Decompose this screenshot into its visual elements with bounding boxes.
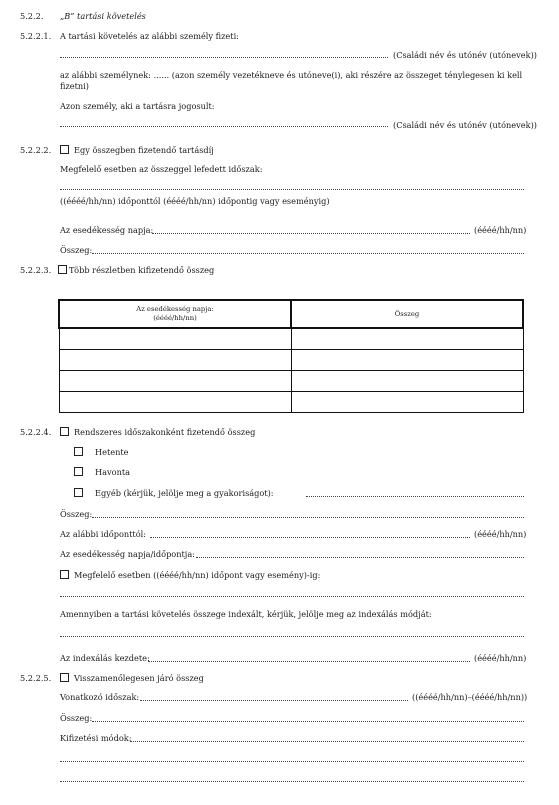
recipient-label-cont: fizetni) xyxy=(60,81,89,91)
until-field[interactable] xyxy=(60,596,524,597)
entitled-name-field[interactable] xyxy=(60,126,388,127)
retroactive-period-hint: ((éééé/hh/nn)–(éééé/hh/nn)) xyxy=(412,692,528,702)
until-label: Megfelelő esetben ((éééé/hh/nn) időpont vagy esemény)-ig: xyxy=(74,570,321,580)
other-frequency-label: Egyéb (kérjük, jelölje meg a gyakoriságot): xyxy=(95,488,274,498)
section-number: 5.2.2.2. xyxy=(20,145,52,155)
period-label: Megfelelő esetben az összeggel lefedett időszak: xyxy=(60,164,263,174)
monthly-checkbox[interactable] xyxy=(74,467,83,476)
payer-name-hint: (Családi név és utónév (utónevek)) xyxy=(393,50,537,60)
retroactive-label: Visszamenőlegesen járó összeg xyxy=(74,673,204,683)
period-field[interactable] xyxy=(60,189,524,190)
section-number: 5.2.2.4. xyxy=(20,427,52,437)
periodic-label: Rendszeres időszakonként fizetendő összeg xyxy=(74,427,256,437)
section-number: 5.2.2. xyxy=(20,11,44,21)
entitled-label: Azon személy, aki a tartásra jogosult: xyxy=(60,101,215,111)
table-row xyxy=(59,350,523,371)
amount-field[interactable] xyxy=(92,253,524,254)
payer-name-field[interactable] xyxy=(60,57,388,58)
from-date-label: Az alábbi időponttól: xyxy=(60,529,147,539)
lump-sum-checkbox[interactable] xyxy=(60,145,69,154)
amount-field[interactable] xyxy=(92,721,524,722)
recipient-label: az alábbi személynek: ...... (azon személy vezetékneve és utóneve(i), aki részére az összeget ténylegesen ki kell xyxy=(60,70,523,80)
section-number: 5.2.2.3. xyxy=(20,265,52,275)
indexation-start-label: Az indexálás kezdete: xyxy=(60,653,150,663)
table-cell[interactable] xyxy=(291,328,523,350)
amount-label: Összeg: xyxy=(60,713,93,723)
other-frequency-checkbox[interactable] xyxy=(74,488,83,497)
due-date-label: Az esedékesség napja: xyxy=(60,225,154,235)
installments-label: Több részletben kifizetendő összeg xyxy=(69,265,215,275)
until-checkbox[interactable] xyxy=(60,570,69,579)
retroactive-checkbox[interactable] xyxy=(60,673,69,682)
due-date-hint: (éééé/hh/nn) xyxy=(474,225,527,235)
indexation-start-hint: (éééé/hh/nn) xyxy=(474,653,527,663)
lump-sum-label: Egy összegben fizetendő tartásdíj xyxy=(74,145,214,155)
retroactive-period-field[interactable] xyxy=(140,700,408,701)
indexation-question: Amennyiben a tartási követelés összege indexált, kérjük, jelölje meg az indexálás módját: xyxy=(60,609,432,619)
amount-column-header: Összeg xyxy=(291,300,523,328)
due-date-column-hint: (éééé/hh/nn) xyxy=(153,314,197,322)
payer-label: A tartási követelés az alábbi személy fizeti: xyxy=(60,31,239,41)
amount-label: Összeg: xyxy=(60,245,93,255)
payment-methods-field-line[interactable] xyxy=(60,761,524,762)
installments-table xyxy=(58,299,524,413)
from-date-hint: (éééé/hh/nn) xyxy=(474,529,527,539)
section-title: „B” tartási követelés xyxy=(60,11,146,21)
weekly-label: Hetente xyxy=(95,447,129,457)
other-frequency-field[interactable] xyxy=(306,496,524,497)
payment-methods-field[interactable] xyxy=(130,741,524,742)
amount-field[interactable] xyxy=(92,517,524,518)
weekly-checkbox[interactable] xyxy=(74,447,83,456)
from-date-field[interactable] xyxy=(150,537,470,538)
table-cell[interactable] xyxy=(59,350,291,371)
payment-methods-field-line[interactable] xyxy=(60,781,524,782)
due-date-label: Az esedékesség napja/időpontja: xyxy=(60,549,195,559)
table-cell[interactable] xyxy=(59,328,291,350)
monthly-label: Havonta xyxy=(95,467,131,477)
table-cell[interactable] xyxy=(291,371,523,392)
table-header-row xyxy=(59,300,523,328)
due-date-field[interactable] xyxy=(196,557,524,558)
due-date-column-label: Az esedékesség napja: xyxy=(136,305,214,313)
periodic-checkbox[interactable] xyxy=(60,427,69,436)
table-cell[interactable] xyxy=(291,392,523,413)
table-row xyxy=(59,328,523,350)
entitled-name-hint: (Családi név és utónév (utónevek)) xyxy=(393,120,537,130)
table-cell[interactable] xyxy=(59,392,291,413)
due-date-field[interactable] xyxy=(152,233,470,234)
table-cell[interactable] xyxy=(59,371,291,392)
payment-methods-label: Kifizetési módok: xyxy=(60,733,132,743)
section-number: 5.2.2.1. xyxy=(20,31,52,41)
table-row xyxy=(59,392,523,413)
section-number: 5.2.2.5. xyxy=(20,673,52,683)
retroactive-period-label: Vonatkozó időszak: xyxy=(60,692,140,702)
table-cell[interactable] xyxy=(291,350,523,371)
period-text: ((éééé/hh/nn) időponttól (éééé/hh/nn) időpontig vagy eseményig) xyxy=(60,196,330,206)
installments-checkbox[interactable] xyxy=(58,265,67,274)
indexation-field[interactable] xyxy=(60,636,524,637)
indexation-start-field[interactable] xyxy=(148,661,470,662)
due-date-column-header xyxy=(59,300,291,328)
amount-label: Összeg: xyxy=(60,509,93,519)
table-row xyxy=(59,371,523,392)
